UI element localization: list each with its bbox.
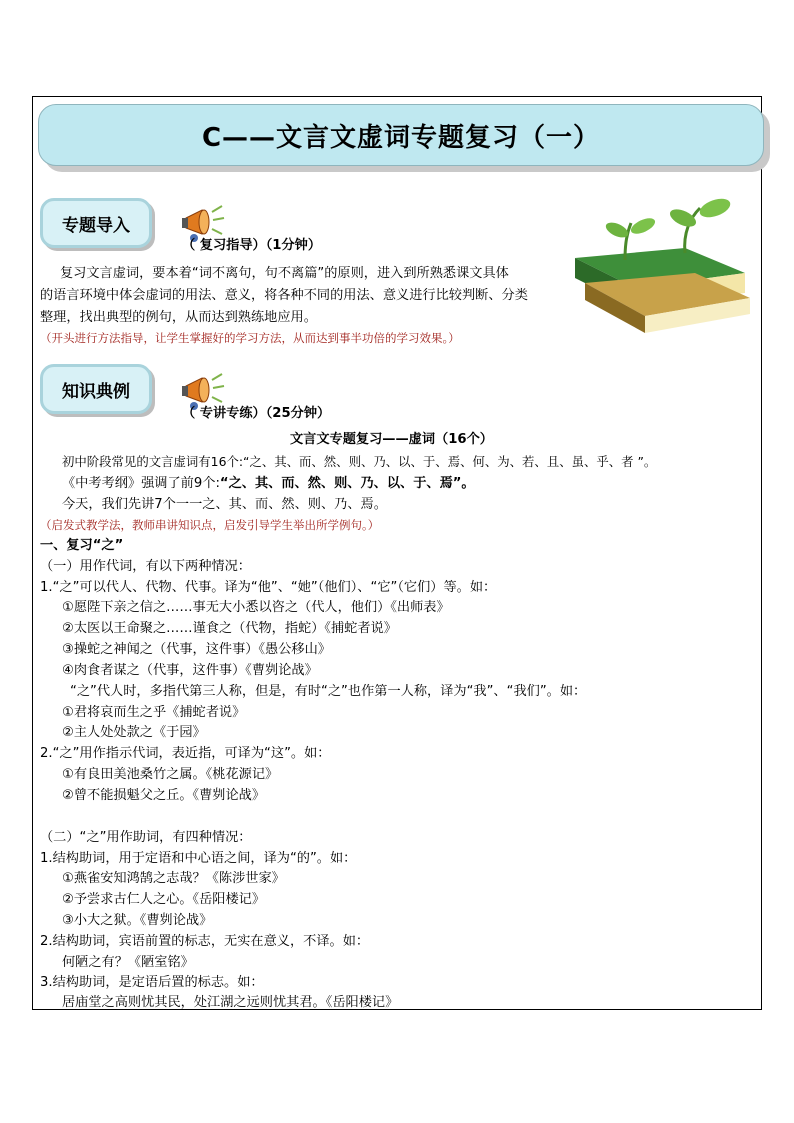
body-line: ②主人处处款之《于园》 — [62, 725, 206, 740]
body-line: ①燕雀安知鸿鹄之志哉？《陈涉世家》 — [62, 871, 285, 886]
overview-line-3: 今天，我们先讲7个一一之、其、而、然、则、乃、焉。 — [62, 497, 387, 512]
body-line: ①愿陛下亲之信之……事无大小悉以咨之（代人，他们）《出师表》 — [62, 600, 450, 615]
body-line: ②曾不能损魁父之丘。《曹刿论战》 — [62, 788, 266, 803]
section2-heading: （ 专讲专练）（25分钟） — [182, 406, 331, 421]
intro-line-1: 复习文言虚词，要本着“词不离句，句不离篇”的原则，进入到所熟悉课文具体 — [60, 266, 509, 281]
body-line: 3.结构助词，是定语后置的标志。如： — [40, 975, 264, 990]
intro-line-3: 整理，找出典型的例句，从而达到熟练地应用。 — [40, 310, 317, 325]
body-line: ④肉食者谋之（代事，这件事）《曹刿论战》 — [62, 663, 318, 678]
body-line: 居庙堂之高则忧其民，处江湖之远则忧其君。《岳阳楼记》 — [62, 995, 399, 1010]
body-line: ③小大之狱。《曹刿论战》 — [62, 913, 213, 928]
body-line: 何陋之有？《陋室铭》 — [62, 955, 194, 970]
intro-line-2: 的语言环境中体会虚词的用法、意义，将各种不同的用法、意义进行比较判断、分类 — [40, 288, 528, 303]
body-line: ①有良田美池桑竹之属。《桃花源记》 — [62, 767, 279, 782]
body-line: “之”代人时，多指代第三人称，但是，有时“之”也作第一人称，译为“我”、“我们”。如： — [70, 684, 587, 699]
overview-line-1: 初中阶段常见的文言虚词有16个:“之、其、而、然、则、乃、以、于、焉、何、为、若、且、虽、乎、者 ”。 — [62, 454, 657, 469]
body-line: 1.结构助词，用于定语和中心语之间，译为“的”。如： — [40, 851, 357, 866]
body-line: ②予尝求古仁人之心。《岳阳楼记》 — [62, 892, 266, 907]
intro-note: （开头进行方法指导，让学生掌握好的学习方法，从而达到事半功倍的学习效果。） — [40, 331, 460, 345]
body-line: 2.“之”用作指示代词，表近指，可译为“这”。如： — [40, 746, 331, 761]
body-line: ③操蛇之神闻之（代事，这件事）《愚公移山》 — [62, 642, 331, 657]
section-tag-examples: 知识典例 — [40, 364, 152, 414]
page-title: C——文言文虚词专题复习（一） — [38, 104, 764, 166]
overview-line-2: 《中考考纲》强调了前9个:“之、其、而、然、则、乃、以、于、焉”。 — [62, 476, 475, 491]
body-line: 1.“之”可以代人、代物、代事。译为“他”、“她”（他们）、“它”（它们）等。如： — [40, 580, 497, 595]
body-line: 一、复习“之” — [40, 538, 124, 553]
section2-subtitle: 文言文专题复习——虚词（16个） — [290, 432, 493, 447]
body-line: （二）“之”用作助词，有四种情况： — [40, 830, 252, 845]
examples-note: （启发式教学法，教师串讲知识点，启发引导学生举出所学例句。） — [40, 518, 380, 532]
section-tag-intro: 专题导入 — [40, 198, 152, 248]
body-line: （一）用作代词，有以下两种情况： — [40, 559, 251, 574]
body-line: ②太医以王命聚之……谨食之（代物，指蛇）《捕蛇者说》 — [62, 621, 397, 636]
body-line: ①君将哀而生之乎《捕蛇者说》 — [62, 705, 246, 720]
body-line: 2.结构助词，宾语前置的标志，无实在意义，不译。如： — [40, 934, 370, 949]
books-plant-image — [565, 188, 755, 338]
section1-heading: （ 复习指导）（1分钟） — [182, 238, 322, 253]
